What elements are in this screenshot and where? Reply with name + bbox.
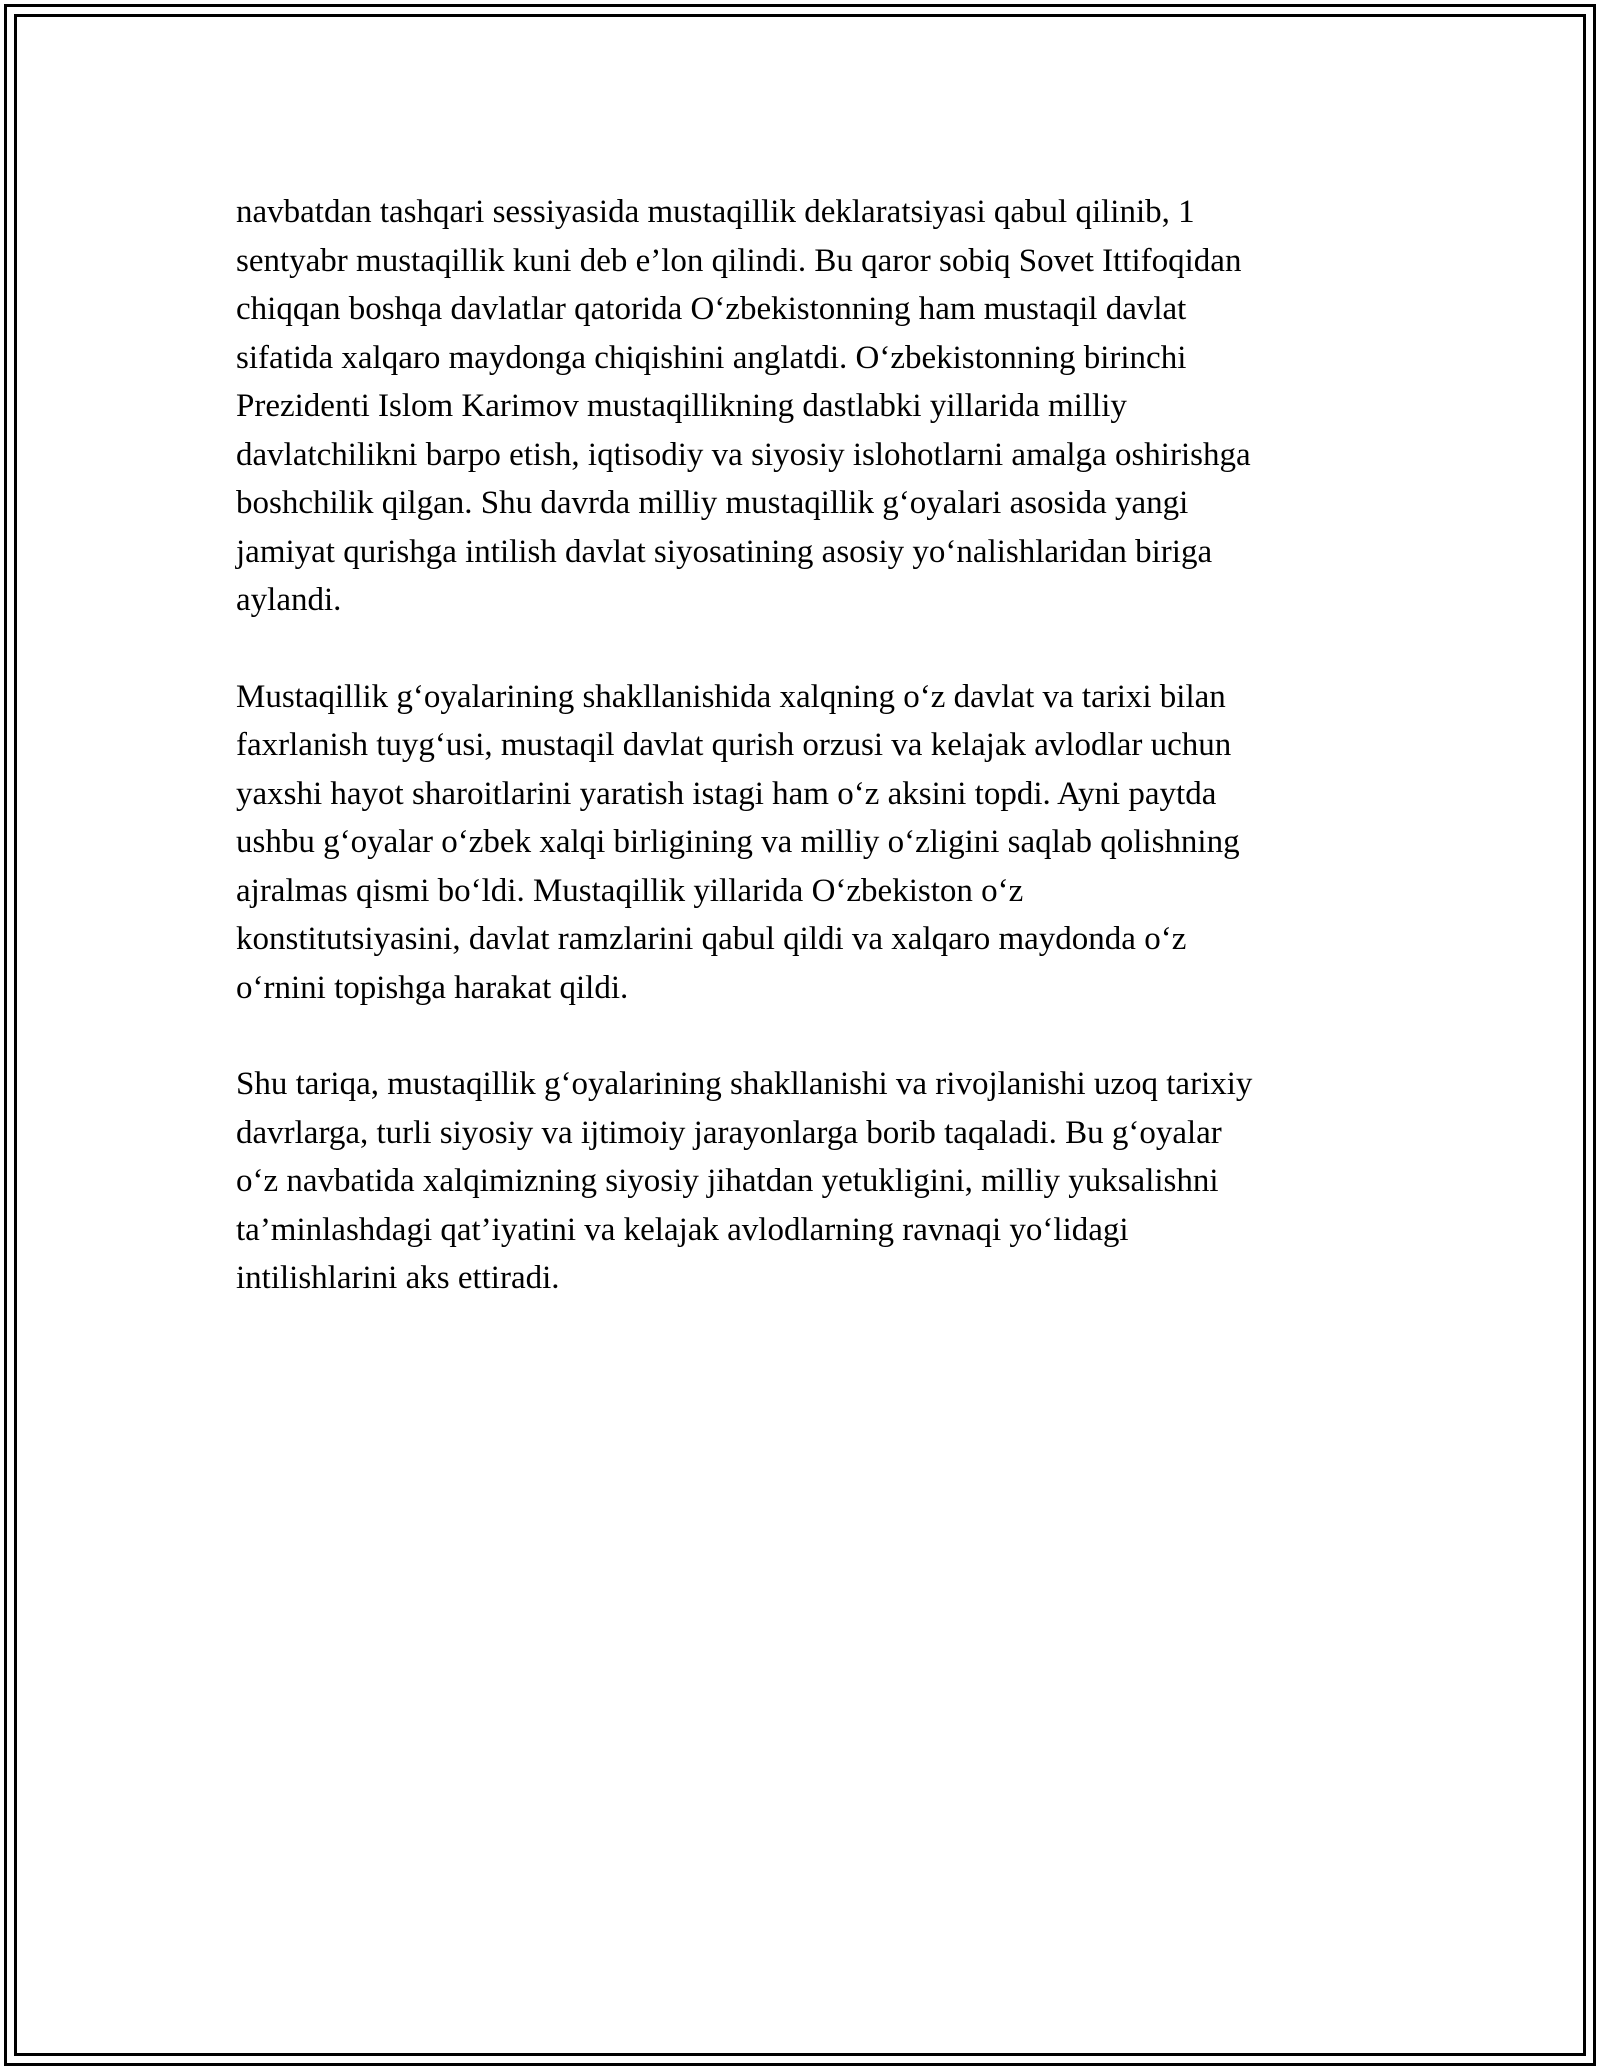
text-line: aylandi. xyxy=(236,582,342,618)
paragraph-2 xyxy=(236,673,1376,1013)
text-line: Prezidenti Islom Karimov mustaqillikning dastlabki yillarida milliy xyxy=(236,388,1127,424)
text-line: Mustaqillik g‘oyalarining shakllanishida xalqning o‘z davlat va tarixi bilan xyxy=(236,678,1226,715)
text-line: intilishlarini aks ettiradi. xyxy=(236,1260,560,1296)
text-line: boshchilik qilgan. Shu davrda milliy mustaqillik g‘oyalari asosida yangi xyxy=(236,485,1189,521)
text-line: chiqqan boshqa davlatlar qatorida O‘zbekistonning ham mustaqil davlat xyxy=(236,291,1187,327)
text-line: sentyabr mustaqillik kuni deb e’lon qilindi. Bu qaror sobiq Sovet Ittifoqidan xyxy=(236,242,1242,279)
text-line: ajralmas qismi bo‘ldi. Mustaqillik yillarida O‘zbekiston o‘z xyxy=(236,872,1024,909)
text-line: konstitutsiyasini, davlat ramzlarini qabul qildi va xalqaro maydonda o‘z xyxy=(236,921,1187,957)
text-line: jamiyat qurishga intilish davlat siyosatining asosiy yo‘nalishlaridan biriga xyxy=(236,533,1213,570)
paragraph-1 xyxy=(236,188,1376,625)
paragraph-3 xyxy=(236,1060,1376,1303)
text-line: faxrlanish tuyg‘usi, mustaqil davlat qurish orzusi va kelajak avlodlar uchun xyxy=(236,727,1232,763)
text-line: Shu tariqa, mustaqillik g‘oyalarining shakllanishi va rivojlanishi uzoq tarixiy xyxy=(236,1066,1253,1102)
document-body xyxy=(236,188,1376,1351)
text-line: navbatdan tashqari sessiyasida mustaqillik deklaratsiyasi qabul qilinib, 1 xyxy=(236,194,1195,230)
text-line: sifatida xalqaro maydonga chiqishini anglatdi. O‘zbekistonning birinchi xyxy=(236,339,1187,376)
text-line: davlatchilikni barpo etish, iqtisodiy va siyosiy islohotlarni amalga oshirishga xyxy=(236,436,1251,473)
text-line: o‘z navbatida xalqimizning siyosiy jihatdan yetukligini, milliy yuksalishni xyxy=(236,1163,1219,1199)
text-line: ta’minlashdagi qat’iyatini va kelajak avlodlarning ravnaqi yo‘lidagi xyxy=(236,1211,1129,1248)
text-line: ushbu g‘oyalar o‘zbek xalqi birligining va milliy o‘zligini saqlab qolishning xyxy=(236,824,1240,860)
text-line: o‘rnini topishga harakat qildi. xyxy=(236,969,629,1006)
text-line: davrlarga, turli siyosiy va ijtimoiy jarayonlarga borib taqaladi. Bu g‘oyalar xyxy=(236,1114,1222,1151)
text-line: yaxshi hayot sharoitlarini yaratish istagi ham o‘z aksini topdi. Ayni paytda xyxy=(236,775,1217,812)
